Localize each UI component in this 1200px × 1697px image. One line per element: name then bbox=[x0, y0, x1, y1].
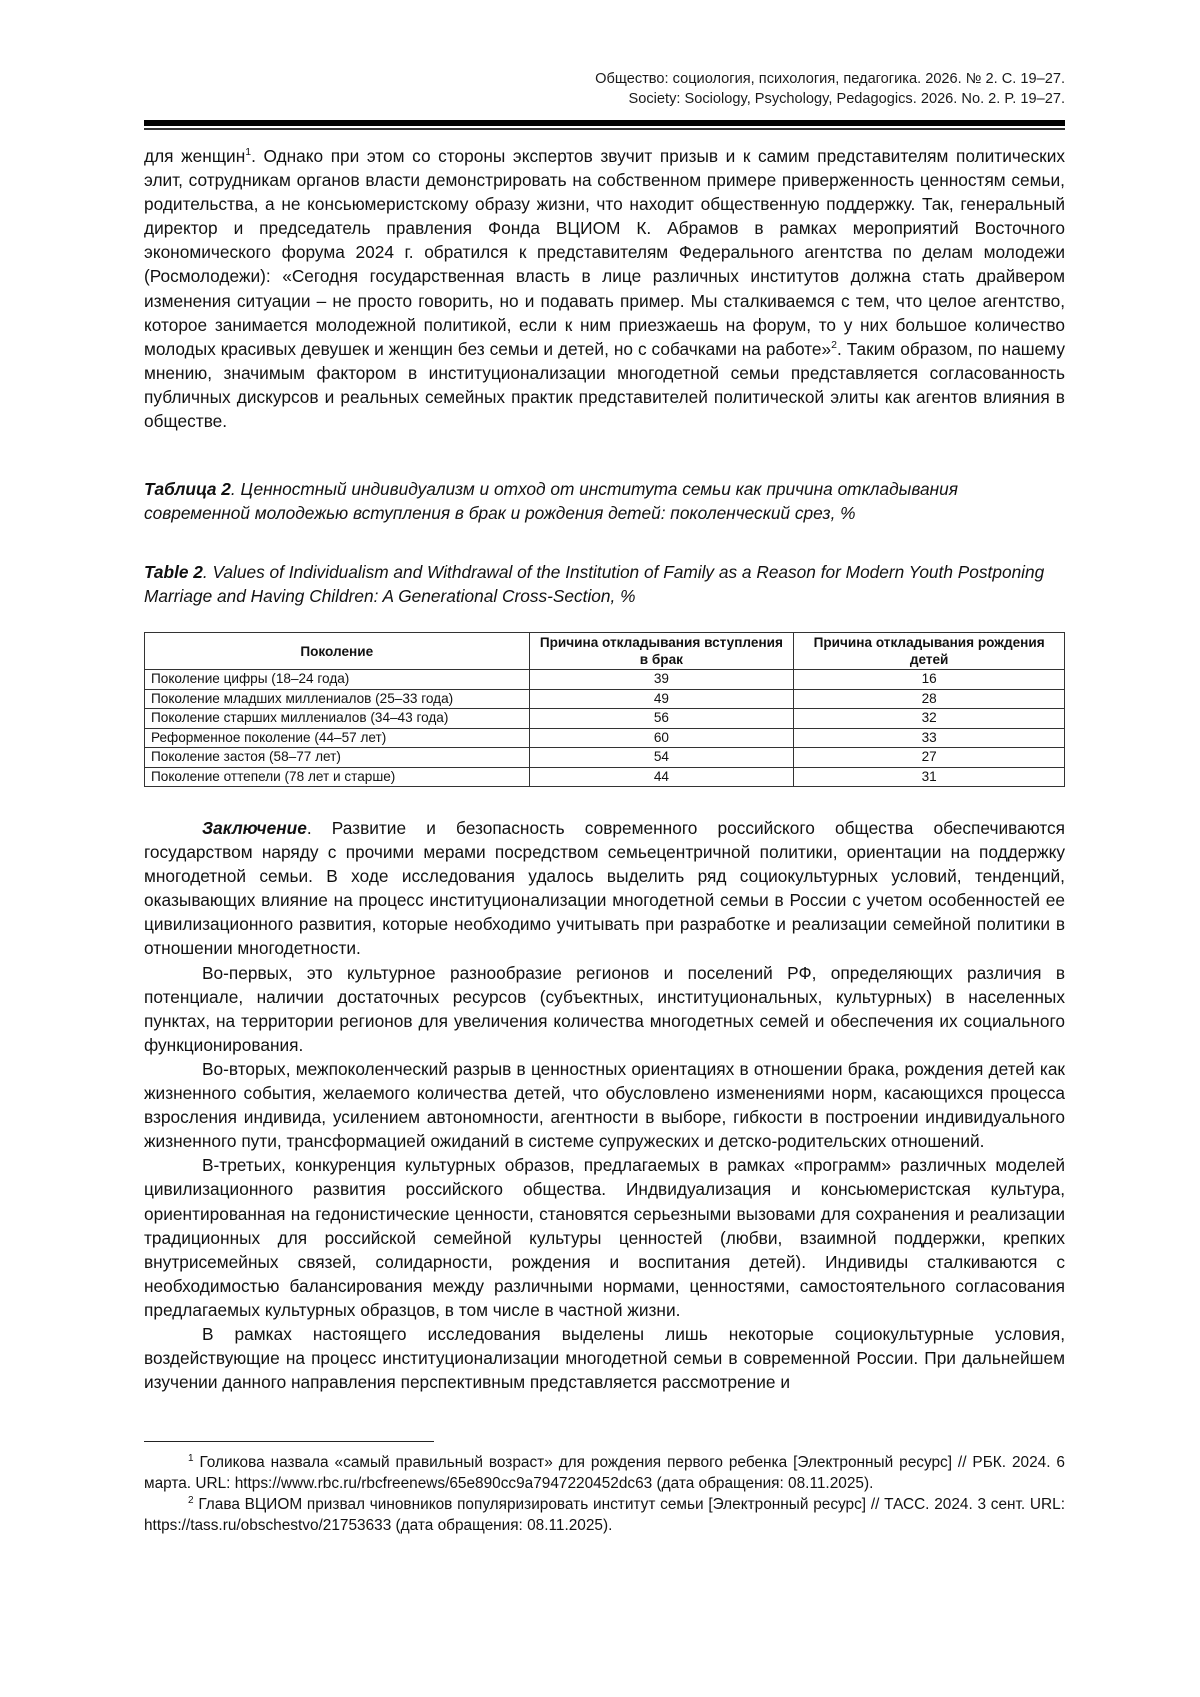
cell-marriage-value: 56 bbox=[529, 709, 794, 729]
header-rule-thin bbox=[144, 128, 1065, 130]
cell-childbirth-value: 16 bbox=[794, 670, 1065, 690]
cell-childbirth-value: 27 bbox=[794, 748, 1065, 768]
footnote-2 bbox=[144, 1494, 1065, 1536]
table-caption-en bbox=[144, 560, 1065, 608]
data-table-wrapper bbox=[144, 632, 1065, 787]
footnote-ref-2[interactable]: 2 bbox=[831, 338, 838, 351]
table-header-row bbox=[145, 633, 1065, 670]
intro-text-part2: . Однако при этом со стороны экспертов звучит призыв и к самим представителям политических элит, сотрудникам органов власти демонстрировать на собственном примере приверженность ценностям семьи, родительства, а не консьюмеристскому образу жизни, что находит общественную поддержку. Так, генеральный директор и председатель правления Фонда ВЦИОМ К. Абрамов в рамках мероприятий Восточного экономического форума 2024 г. обратился к представителям Федерального агентства по делам молодежи (Росмолодежи): «Сегодня государственная власть в лице различных институтов должна стать драйвером изменения ситуации – не просто говорить, но и подавать пример. Мы сталкиваемся с тем, что целое агентство, которое занимается молодежной политикой, если к ним приезжаешь на форум, то у них большое количество молодых красивых девушек и женщин без семьи и детей, но с собачками на работе» bbox=[144, 146, 1065, 359]
conclusion-paragraph-5: В рамках настоящего исследования выделены лишь некоторые социокультурные условия, воздействующие на процесс институционализации многодетной семьи в современной России. При дальнейшем изучении данного направления перспективным представляется рассмотрение и bbox=[144, 1323, 1065, 1393]
table-caption-ru bbox=[144, 477, 1065, 525]
conclusion-section bbox=[144, 816, 1065, 1394]
table-row bbox=[145, 767, 1065, 787]
table-row bbox=[145, 709, 1065, 729]
conclusion-heading: Заключение bbox=[202, 818, 307, 838]
cell-childbirth-value: 33 bbox=[794, 728, 1065, 748]
running-head-en: Society: Sociology, Psychology, Pedagogics. 2026. No. 2. P. 19–27. bbox=[628, 91, 1065, 107]
intro-text-part3: . Таким образом, по нашему мнению, значимым фактором в институционализации многодетной семьи представляется согласованность публичных дискурсов и реальных семейных практик представителей политической элиты как агентов влияния в обществе. bbox=[144, 338, 1065, 432]
footnote-separator bbox=[144, 1441, 434, 1442]
conclusion-paragraph-3: Во-вторых, межпоколенческий разрыв в ценностных ориентациях в отношении брака, рождения детей как жизненного события, желаемого количества детей, что обусловлено изменениями норм, касающихся процесса взросления индивида, усилением автономности, агентности в выборе, гибкости в построении индивидуального жизненного пути, трансформацией ожиданий в системе супружеских и детско-родительских отношений. bbox=[144, 1058, 1065, 1152]
table-caption-en-label: Table 2 bbox=[144, 562, 203, 582]
conclusion-text-1: . Развитие и безопасность современного российского общества обеспечиваются государством наряду с прочими мерами посредством семьецентричной политики, ориентации на поддержку многодетной семьи. В ходе исследования удалось выделить ряд социокультурных условий, тенденций, оказывающих влияние на процесс институционализации многодетной семьи в России с учетом особенностей ее цивилизационного развития, которые необходимо учитывать при разработке и реализации семейной политики в отношении многодетности. bbox=[144, 818, 1065, 959]
cell-childbirth-value: 31 bbox=[794, 767, 1065, 787]
cell-marriage-value: 54 bbox=[529, 748, 794, 768]
table-row bbox=[145, 670, 1065, 690]
footnote-ref-1[interactable]: 1 bbox=[245, 146, 252, 158]
table-caption-ru-text: . Ценностный индивидуализм и отход от института семьи как причина откладывания современной молодежью вступления в брак и рождения детей: поколенческий срез, % bbox=[144, 479, 958, 524]
table-caption-en-text: . Values of Individualism and Withdrawal of the Institution of Family as a Reason for Modern Youth Postponing Marriage and Having Children: A Generational Cross-Section, % bbox=[144, 562, 1045, 607]
cell-generation: Поколение старших миллениалов (34–43 года) bbox=[145, 709, 530, 729]
conclusion-paragraph-1 bbox=[144, 816, 1065, 961]
cell-marriage-value: 60 bbox=[529, 728, 794, 748]
footnote-1 bbox=[144, 1452, 1065, 1494]
table-row bbox=[145, 689, 1065, 709]
header-generation: Поколение bbox=[145, 633, 530, 670]
footnote-2-number: 2 bbox=[188, 1495, 194, 1506]
table-row bbox=[145, 728, 1065, 748]
cell-generation: Реформенное поколение (44–57 лет) bbox=[145, 728, 530, 748]
cell-childbirth-value: 32 bbox=[794, 709, 1065, 729]
table-row bbox=[145, 748, 1065, 768]
cell-generation: Поколение цифры (18–24 года) bbox=[145, 670, 530, 690]
intro-text-part1: для женщин bbox=[144, 146, 246, 166]
intro-paragraph bbox=[144, 144, 1065, 433]
running-head bbox=[595, 69, 1065, 109]
header-childbirth-delay: Причина откладывания рождения детей bbox=[794, 633, 1065, 670]
footnote-1-text: Голикова назвала «самый правильный возраст» для рождения первого ребенка [Электронный ресурс] // РБК. 2024. 6 марта. URL: https://www.rbc.ru/rbcfreenews/65e890cc9a7947220452dc63 (дата обращения: 08.11.2025). bbox=[144, 1454, 1065, 1492]
cell-generation: Поколение младших миллениалов (25–33 года) bbox=[145, 689, 530, 709]
header-rule-thick bbox=[144, 120, 1065, 126]
generational-table bbox=[144, 632, 1065, 787]
footnote-1-number: 1 bbox=[188, 1453, 194, 1464]
cell-generation: Поколение застоя (58–77 лет) bbox=[145, 748, 530, 768]
cell-childbirth-value: 28 bbox=[794, 689, 1065, 709]
running-head-ru: Общество: социология, психология, педагогика. 2026. № 2. С. 19–27. bbox=[595, 71, 1065, 87]
table-caption-ru-label: Таблица 2 bbox=[144, 479, 231, 499]
cell-generation: Поколение оттепели (78 лет и старше) bbox=[145, 767, 530, 787]
cell-marriage-value: 44 bbox=[529, 767, 794, 787]
header-marriage-delay: Причина откладывания вступления в брак bbox=[529, 633, 794, 670]
footnote-2-text: Глава ВЦИОМ призвал чиновников популяризировать институт семьи [Электронный ресурс] // ТАСС. 2024. 3 сент. URL: https://tass.ru/obschestvo/21753633 (дата обращения: 08.11.2025). bbox=[144, 1496, 1065, 1534]
cell-marriage-value: 39 bbox=[529, 670, 794, 690]
conclusion-paragraph-2: Во-первых, это культурное разнообразие регионов и поселений РФ, определяющих различия в потенциале, наличии достаточных ресурсов (субъектных, институциональных, культурных) в населенных пунктах, на территории регионов для увеличения количества многодетных семей и обеспечения их социального функционирования. bbox=[144, 962, 1065, 1055]
conclusion-paragraph-4: В-третьих, конкуренция культурных образов, предлагаемых в рамках «программ» различных моделей цивилизационного развития российского общества. Индвидуализация и консьюмеристская культура, ориентированная на гедонистические ценности, становятся серьезными вызовами для сохранения и реализации традиционных для российской семейной культуры ценностей (любви, взаимной поддержки, крепких внутрисемейных связей, солидарности, рождения и воспитания детей). Индивиды сталкиваются с необходимостью балансирования между различными нормами, ценностями, самостоятельного согласования предлагаемых культурных образцов, в том числе в частной жизни. bbox=[144, 1155, 1065, 1320]
footnotes bbox=[144, 1452, 1065, 1536]
cell-marriage-value: 49 bbox=[529, 689, 794, 709]
